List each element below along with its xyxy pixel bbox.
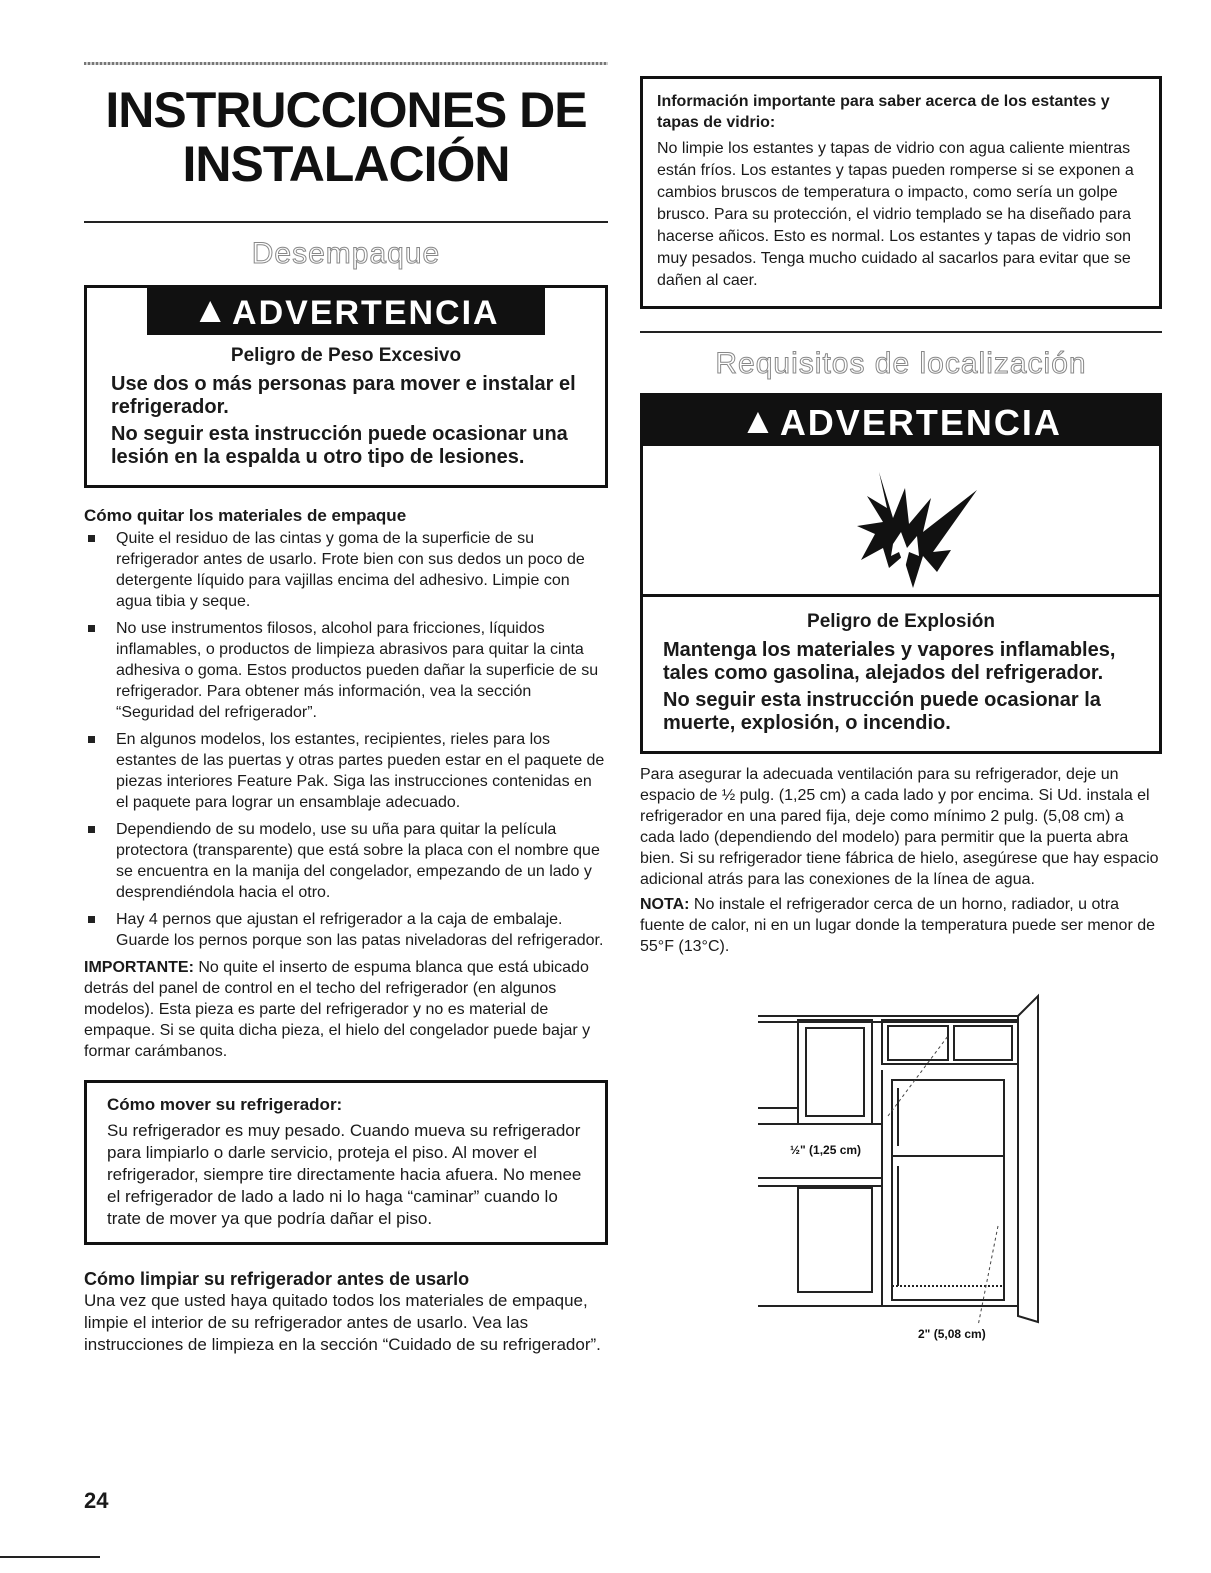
warning-line2: No seguir esta instrucción puede ocasionar la muerte, explosión, o incendio. (663, 689, 1101, 734)
remove-heading: Cómo quitar los materiales de empaque (84, 506, 407, 525)
clearance-diagram (758, 986, 1058, 1346)
clean-heading: Cómo limpiar su refrigerador antes de usarlo (84, 1269, 470, 1289)
warning-body (87, 335, 605, 485)
list-item: En algunos modelos, los estantes, recipientes, rieles para los estantes de las puertas y otras partes pueden estar en el paquete de piezas interiores Feature Pak. Siga las instrucciones contenidas en el paquete para lograr un ensamblaje adecuado. (84, 729, 608, 813)
warning-hazard: Peligro de Peso Excesivo (230, 345, 462, 366)
clean-text: Una vez que usted haya quitado todos los materiales de empaque, limpie el interior de su refrigerador antes de usarlo. Vea las instrucciones de limpieza en la sección “Cuidado de su refrigerador”. (84, 1291, 601, 1354)
note-paragraph (640, 894, 1162, 957)
important-text: No quite el inserto de espuma blanca que está ubicado detrás del panel de control en el techo del refrigerador (en algunos modelos). Esta pieza es parte del refrigerador y no es material de empaque. Si se quita dicha pieza, el hielo del congelador puede bajar y formar carámbanos. (84, 959, 591, 1060)
glass-heading: Información importante para saber acerca de los estantes y tapas de vidrio: (657, 93, 1110, 131)
weight-warning-box (84, 285, 608, 488)
note-label: NOTA: (640, 896, 690, 913)
list-item: No use instrumentos filosos, alcohol para fricciones, líquidos inflamables, o productos de limpieza abrasivos para quitar la cinta adhesiva o goma. Estos productos pueden dañar la superficie de su refrigerador. Para obtener más información, vea la sección “Seguridad del refrigerador”. (84, 618, 608, 723)
warning-line1: Mantenga los materiales y vapores inflamables, tales como gasolina, alejados del refrigerador. (663, 639, 1116, 684)
warning-triangle-icon: ▲ (192, 289, 231, 330)
warning-body (643, 597, 1159, 751)
divider (640, 331, 1162, 333)
left-column (84, 62, 608, 1356)
footer-rule (0, 1556, 100, 1558)
diagram-label-two-inch: 2" (5,08 cm) (918, 1327, 986, 1341)
list-item: Quite el residuo de las cintas y goma de la superficie de su refrigerador antes de usarlo. Frote bien con sus dedos un poco de detergente líquido para vajillas encima del adhesivo. Limpie con agua tibia y seque. (84, 528, 608, 612)
explosion-icon (827, 452, 987, 592)
list-item: Dependiendo de su modelo, use su uña para quitar la película protectora (transparente) que está sobre la placa con el nombre que se encuentra en la manija del congelador, empezando de un lado y desprendiéndola hacia el otro. (84, 819, 608, 903)
warning-header-label: ADVERTENCIA (779, 402, 1062, 443)
list-item: Hay 4 pernos que ajustan el refrigerador a la caja de embalaje. Guarde los pernos porque son las patas niveladoras del refrigerador. (84, 909, 608, 951)
note-text: No instale el refrigerador cerca de un horno, radiador, u otra fuente de calor, ni en un lugar donde la temperatura puede ser menor de 55°F (13°C). (640, 896, 1156, 955)
move-text: Su refrigerador es muy pesado. Cuando mueva su refrigerador para limpiarlo o darle servicio, proteja el piso. Al mover el refrigerador, siempre tire directamente hacia afuera. No menee el refrigerador de lado a lado ni lo haga “caminar” cuando lo trate de mover ya que podría dañar el piso. (107, 1121, 582, 1228)
warning-header-label: ADVERTENCIA (232, 294, 500, 332)
warning-triangle-icon: ▲ (740, 400, 778, 441)
ventilation-text: Para asegurar la adecuada ventilación para su refrigerador, deje un espacio de ½ pulg. (1,25 cm) a cada lado y por encima. Si Ud. instala el refrigerador en una pared fija, deje como mínimo 2 pulg. (5,08 cm) a cada lado (dependiendo del modelo) para permitir que la puerta abra bien. Si su refrigerador tiene fábrica de hielo, asegúrese que hay espacio adicional atrás para las conexiones de la línea de agua. (640, 766, 1159, 888)
top-rule (84, 62, 608, 65)
warning-hazard: Peligro de Explosión (807, 611, 995, 632)
page-title-line1: INSTRUCCIONES DE (105, 82, 587, 138)
important-label: IMPORTANTE: (84, 959, 194, 976)
diagram-label-half-inch: ½" (1,25 cm) (790, 1143, 862, 1157)
move-heading: Cómo mover su refrigerador: (107, 1095, 343, 1114)
warning-header (147, 285, 545, 335)
glass-info-box (640, 76, 1162, 309)
explosion-icon-area (643, 446, 1159, 597)
warning-line1: Use dos o más personas para mover e instalar el refrigerador. (111, 373, 576, 418)
section-title-unpack: Desempaque (251, 237, 441, 270)
page-title (84, 83, 608, 191)
remove-bullets (84, 528, 608, 951)
explosion-warning-box (640, 393, 1162, 754)
right-column (640, 76, 1162, 1341)
important-paragraph (84, 957, 608, 1062)
divider (84, 221, 608, 223)
glass-text: No limpie los estantes y tapas de vidrio con agua caliente mientras están fríos. Los estantes y tapas pueden romperse si se exponen a cambios bruscos de temperatura o impacto, como sería un golpe brusco. Para su protección, el vidrio templado se ha diseñado para hacerse añicos. Esto es normal. Los estantes y tapas de vidrio son muy pesados. Tenga mucho cuidado al sacarlos para evitar que se dañen al caer. (657, 140, 1134, 289)
page-title-line2: INSTALACIÓN (182, 136, 510, 192)
page-number: 24 (84, 1488, 109, 1513)
warning-line2: No seguir esta instrucción puede ocasionar una lesión en la espalda u otro tipo de lesiones. (111, 423, 568, 468)
moving-box (84, 1080, 608, 1245)
section-title-location: Requisitos de localización (715, 347, 1087, 380)
warning-header (643, 396, 1159, 446)
